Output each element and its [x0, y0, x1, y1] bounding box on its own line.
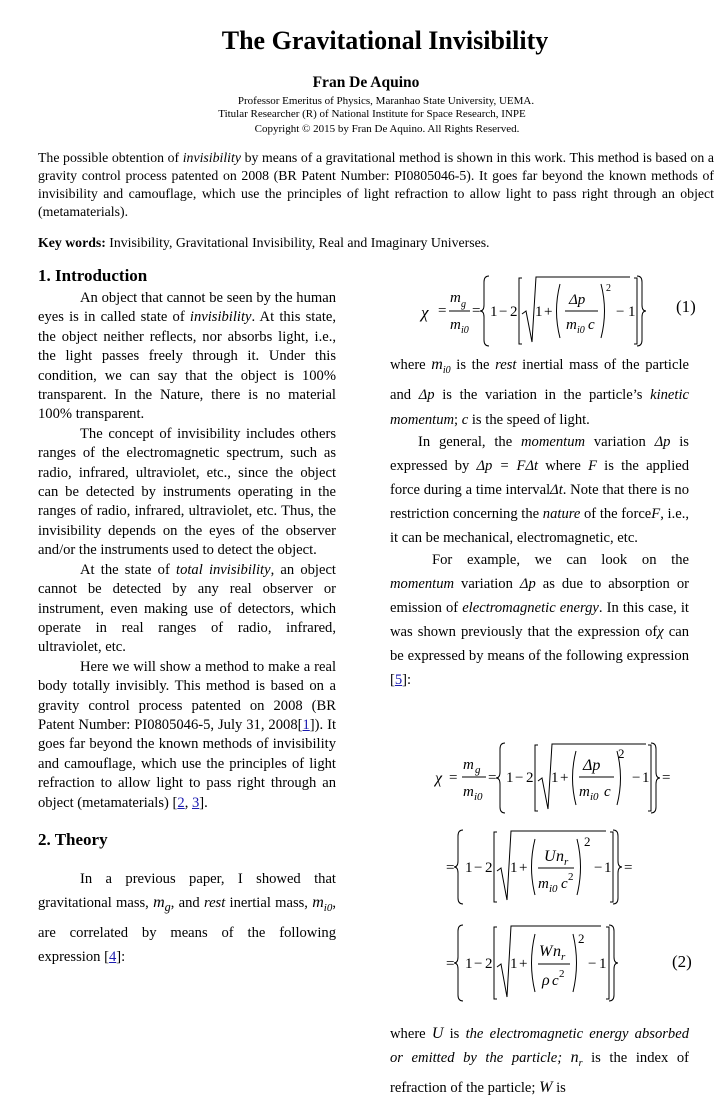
svg-text:m: m — [566, 317, 577, 333]
svg-text:=: = — [446, 860, 455, 876]
copyright-line: Copyright © 2015 by Fran De Aquino. All Rights Reserved. — [254, 123, 520, 135]
svg-text:=: = — [449, 770, 458, 786]
svg-text:ρ: ρ — [542, 972, 550, 989]
paragraph: In a previous paper, I showed that gravitational mass, $m_g$, and rest inertial mass, $m_{i0}$, are correlated by means of the following expression [4]: — [38, 870, 336, 966]
svg-text:m: m — [450, 290, 461, 306]
svg-text:−: − — [594, 860, 603, 876]
paragraph: where U is the electromagnetic energy absorbed or emitted by the particle; $n_r$ is the index of refraction of the particle; W is — [390, 1025, 689, 1096]
svg-text:−: − — [515, 770, 524, 786]
citation-link[interactable]: 1 — [302, 716, 310, 733]
paragraph: Here we will show a method to make a real body totally invisibly. This method is based on a gravity control process patented on 2008 (BR Patent Number: PI0805046-5, July 31, 2008[1]). It goes far beyond the known methods of invisibility and camouflage, which use the principles of light refraction to allow light to pass right through an object (metamaterials) [2, 3]. — [38, 658, 336, 811]
abstract: The possible obtention of invisibility by means of a gravitational method is shown in this work. This method is based on a gravity control process patented on 2008 (BR Patent Number: PI0805046-5). It goes far beyond the known methods of invisibility and camouflage, which use the principles of light refraction to allow light to pass right through an object (metamaterials). — [38, 150, 714, 219]
svg-text:+: + — [544, 304, 553, 320]
svg-text:c: c — [604, 784, 611, 800]
svg-text:1: 1 — [628, 304, 636, 320]
svg-text:r: r — [561, 951, 566, 963]
svg-text:2: 2 — [578, 931, 585, 946]
svg-text:−: − — [632, 770, 641, 786]
svg-text:c: c — [561, 876, 568, 892]
paragraph: For example, we can look on the momentum variation Δp as due to absorption or emission of electromagnetic energy. In this case, it was shown previously that the expression ofχ can be expressed by means of the following expression [5]: — [390, 551, 689, 688]
affiliation-line: Titular Researcher (R) of National Institute for Space Research, INPE — [218, 108, 526, 120]
svg-text:1: 1 — [510, 956, 518, 972]
svg-text:=: = — [446, 956, 455, 972]
svg-text:+: + — [519, 956, 528, 972]
svg-text:m: m — [463, 757, 474, 773]
svg-text:1: 1 — [465, 860, 473, 876]
svg-text:1: 1 — [506, 770, 514, 786]
svg-text:2: 2 — [584, 834, 591, 849]
section-heading: 1. Introduction — [38, 266, 148, 285]
svg-text:U: U — [544, 848, 556, 865]
equation-number: (2) — [672, 952, 692, 971]
svg-text:g: g — [461, 299, 466, 310]
svg-text:1: 1 — [490, 304, 498, 320]
paragraph: where $m_{i0}$ is the rest inertial mass of the particle and Δp is the variation in the particle’s kinetic momentum; c is the speed of light. — [390, 356, 689, 428]
svg-text:2: 2 — [526, 770, 534, 786]
svg-text:r: r — [564, 856, 569, 868]
left-column — [38, 265, 336, 970]
svg-text:=: = — [662, 770, 671, 786]
svg-text:1: 1 — [465, 956, 473, 972]
svg-text:1: 1 — [510, 860, 518, 876]
svg-text:−: − — [588, 956, 597, 972]
svg-text:Δp: Δp — [583, 757, 601, 774]
svg-text:c: c — [588, 317, 595, 333]
right-column — [390, 352, 689, 692]
svg-text:=: = — [472, 303, 481, 319]
svg-text:2: 2 — [510, 304, 518, 320]
svg-text:m: m — [579, 784, 590, 800]
svg-text:+: + — [560, 770, 569, 786]
svg-text:m: m — [538, 876, 549, 892]
svg-text:g: g — [475, 764, 481, 776]
svg-text:χ: χ — [435, 770, 443, 787]
author-name: Fran De Aquino — [312, 74, 420, 91]
svg-text:1: 1 — [604, 860, 612, 876]
svg-text:i0: i0 — [590, 791, 599, 803]
keywords: Key words: Invisibility, Gravitational Invisibility, Real and Imaginary Universes. — [38, 235, 490, 250]
paragraph: At the state of total invisibility, an object cannot be detected by any real observer or instrument, even making use of detectors, which operate in real ranges of radio, infrared, ultraviolet, etc. — [38, 561, 336, 656]
citation-link[interactable]: 3 — [191, 794, 200, 811]
paragraph: The concept of invisibility includes others ranges of the electromagnetic spectrum, such as radio, infrared, ultraviolet, etc., since the object can be detected by instruments operating in the ranges of radio, infrared, ultraviolet, etc. Thus, the invisibility depends on the eyes of the observer and/or the instruments used to detect the object. — [38, 425, 336, 559]
equation-2-line-2 — [446, 827, 656, 907]
paragraph: An object that cannot be seen by the human eyes is in called state of invisibility. At this state, the object neither reflects, nor absorbs light, i.e., the light passes freely through it. Under this condition, we can say that the object is 100% transparent. In the Nature, there is no material 100% transparent. — [38, 290, 336, 423]
svg-text:2: 2 — [618, 746, 625, 761]
paragraph: In general, the momentum variation Δp is expressed by Δp = FΔt where F is the applied force during a time intervalΔt. Note that there is no restriction concerning the nature of the forceF, i.e., it can be mechanical, electromagnetic, etc. — [390, 433, 690, 546]
citation-link[interactable]: 2 — [177, 794, 185, 811]
svg-text:2: 2 — [559, 968, 565, 980]
citation-link[interactable]: 4 — [108, 949, 117, 966]
svg-text:W: W — [539, 943, 553, 960]
svg-text:n: n — [553, 943, 561, 960]
svg-text:i0: i0 — [577, 325, 585, 336]
svg-text:c: c — [552, 973, 559, 989]
svg-text:2: 2 — [606, 283, 611, 294]
svg-text:i0: i0 — [461, 325, 469, 336]
equation-1 — [418, 272, 650, 350]
equation-number: (1) — [676, 297, 696, 316]
svg-text:i0: i0 — [474, 791, 483, 803]
svg-text:+: + — [519, 860, 528, 876]
svg-text:1: 1 — [642, 770, 650, 786]
svg-text:1: 1 — [551, 770, 559, 786]
citation-link[interactable]: 5 — [394, 671, 403, 688]
svg-text:=: = — [438, 303, 447, 319]
affiliation-line: Professor Emeritus of Physics, Maranhao State University, UEMA. — [237, 95, 535, 107]
svg-text:Δp: Δp — [569, 292, 586, 308]
svg-text:=: = — [624, 860, 633, 876]
keywords-label: Key words: — [38, 235, 106, 250]
svg-text:−: − — [616, 304, 625, 320]
svg-text:i0: i0 — [549, 883, 558, 895]
svg-text:−: − — [499, 304, 508, 320]
section-heading: 2. Theory — [38, 829, 108, 849]
paper-title: The Gravitational Invisibility — [221, 26, 549, 55]
svg-text:2: 2 — [568, 871, 574, 883]
svg-text:m: m — [450, 317, 461, 333]
svg-text:m: m — [463, 784, 474, 800]
svg-text:2: 2 — [485, 860, 493, 876]
svg-text:1: 1 — [599, 956, 607, 972]
svg-text:−: − — [474, 956, 483, 972]
svg-text:=: = — [488, 770, 497, 786]
eq-symbol: χ — [421, 303, 429, 322]
svg-text:1: 1 — [535, 304, 543, 320]
right-column-bottom — [390, 1022, 689, 1100]
svg-text:n: n — [556, 848, 564, 865]
equation-2-line-3 — [446, 922, 626, 1004]
svg-text:−: − — [474, 860, 483, 876]
svg-text:2: 2 — [485, 956, 493, 972]
equation-2-line-1 — [434, 740, 684, 816]
